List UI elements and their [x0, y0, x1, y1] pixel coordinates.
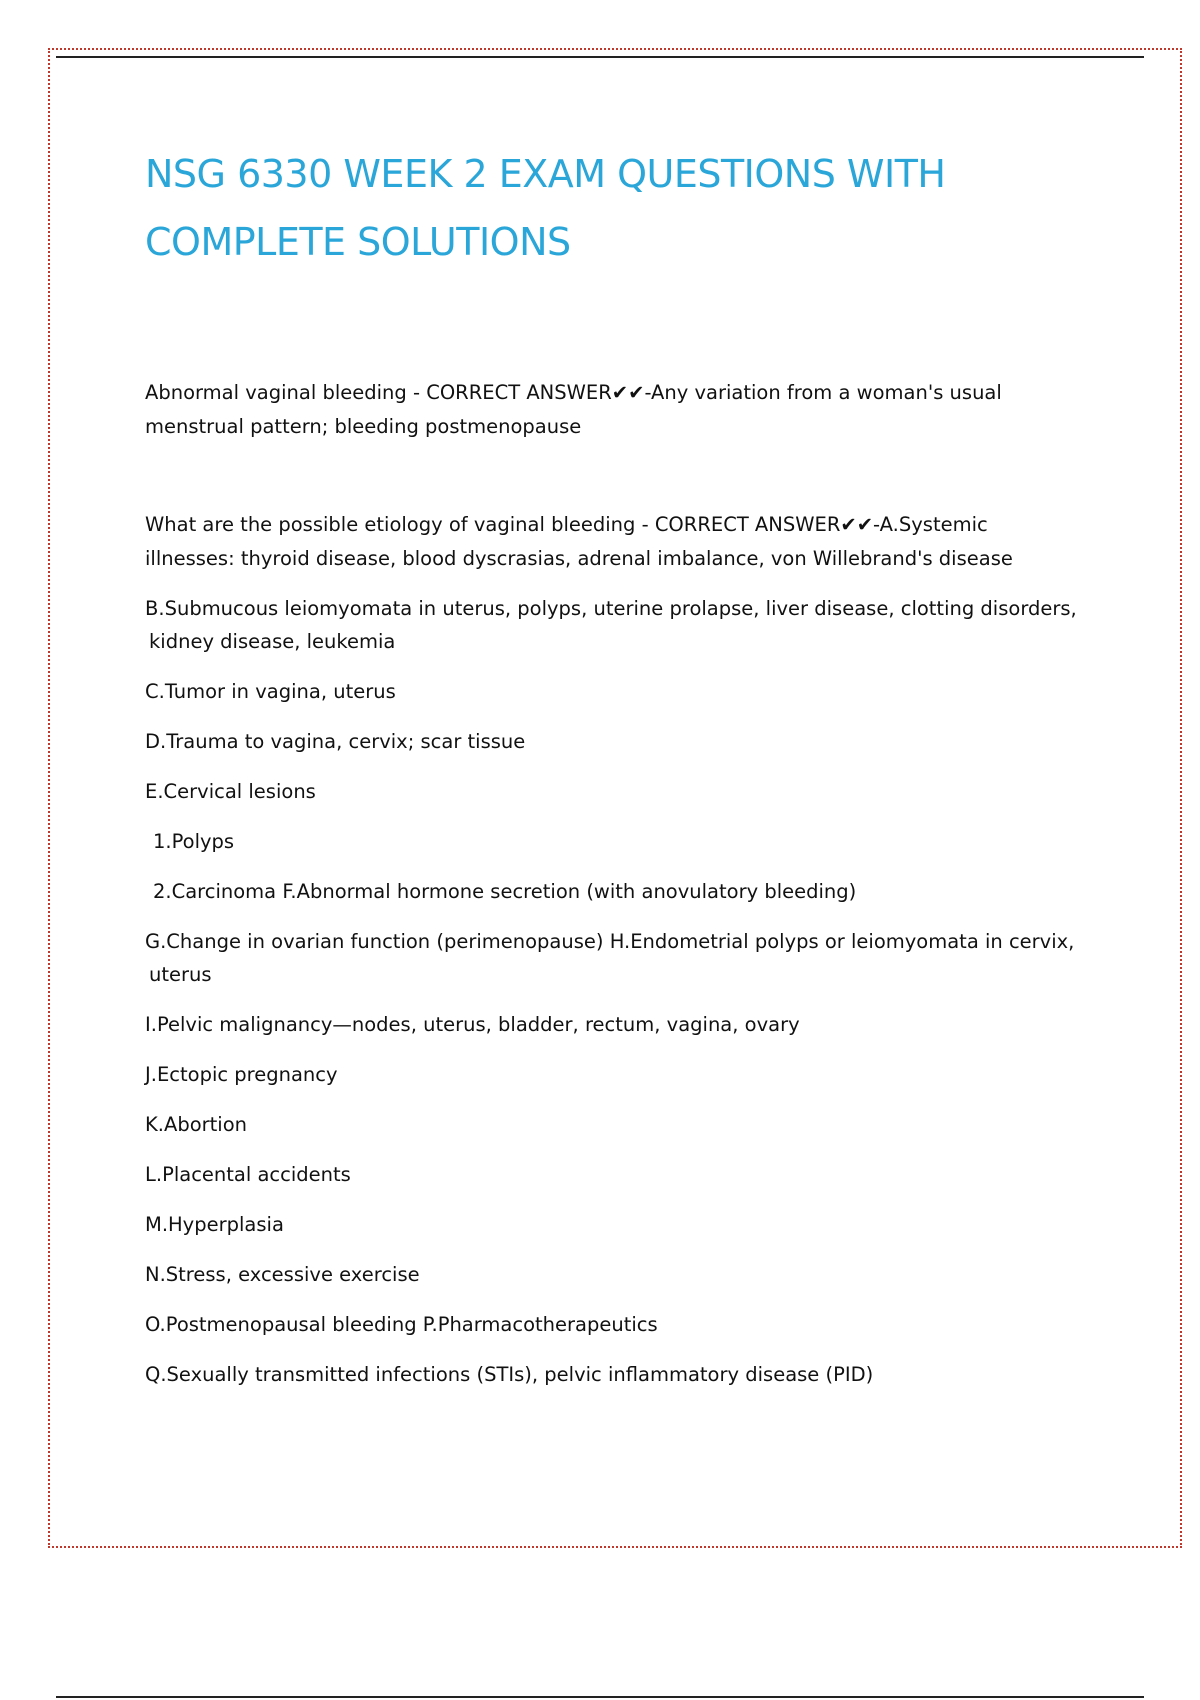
- list-item-b: [145, 592, 1105, 658]
- list-item-b-line-1: B.Submucous leiomyomata in uterus, polyps, uterine prolapse, liver disease, clotting disorders,: [145, 597, 1077, 620]
- list-item-m: M.Hyperplasia: [145, 1213, 284, 1236]
- list-item-q: Q.Sexually transmitted infections (STIs), pelvic inflammatory disease (PID): [145, 1363, 874, 1386]
- bottom-rule: [56, 1696, 1144, 1698]
- title-line-2: COMPLETE SOLUTIONS: [145, 220, 571, 264]
- title-line-1: NSG 6330 WEEK 2 EXAM QUESTIONS WITH: [145, 152, 946, 196]
- list-item-d: D.Trauma to vagina, cervix; scar tissue: [145, 730, 526, 753]
- qa2-line-1: What are the possible etiology of vaginal bleeding - CORRECT ANSWER✔✔-A.Systemic: [145, 513, 988, 536]
- qa1-line-1: Abnormal vaginal bleeding - CORRECT ANSWER✔✔-Any variation from a woman's usual: [145, 381, 1002, 404]
- qa2-line-2: illnesses: thyroid disease, blood dyscrasias, adrenal imbalance, von Willebrand's disease: [145, 547, 1013, 570]
- top-rule: [56, 56, 1144, 58]
- list-item-e2: 2.Carcinoma F.Abnormal hormone secretion (with anovulatory bleeding): [153, 880, 857, 903]
- list-item-l: L.Placental accidents: [145, 1163, 351, 1186]
- list-item-j: J.Ectopic pregnancy: [145, 1063, 338, 1086]
- list-item-c: C.Tumor in vagina, uterus: [145, 680, 396, 703]
- list-item-e: E.Cervical lesions: [145, 780, 316, 803]
- list-item-g-line-1: G.Change in ovarian function (perimenopause) H.Endometrial polyps or leiomyomata in cervix,: [145, 930, 1075, 953]
- list-item-k: K.Abortion: [145, 1113, 248, 1136]
- qa1-line-2: menstrual pattern; bleeding postmenopause: [145, 415, 582, 438]
- list-item-g: [145, 925, 1105, 991]
- qa-abnormal-bleeding: [145, 376, 1105, 444]
- document-body: [145, 140, 1105, 1408]
- list-item-o: O.Postmenopausal bleeding P.Pharmacotherapeutics: [145, 1313, 658, 1336]
- list-item-g-line-2: uterus: [149, 963, 212, 986]
- list-item-e1: 1.Polyps: [153, 830, 235, 853]
- document-title: [145, 140, 1105, 276]
- qa-etiology: [145, 508, 1105, 576]
- list-item-n: N.Stress, excessive exercise: [145, 1263, 420, 1286]
- etiology-list: [145, 592, 1105, 1391]
- list-item-b-line-2: kidney disease, leukemia: [149, 630, 396, 653]
- list-item-i: I.Pelvic malignancy—nodes, uterus, bladder, rectum, vagina, ovary: [145, 1013, 800, 1036]
